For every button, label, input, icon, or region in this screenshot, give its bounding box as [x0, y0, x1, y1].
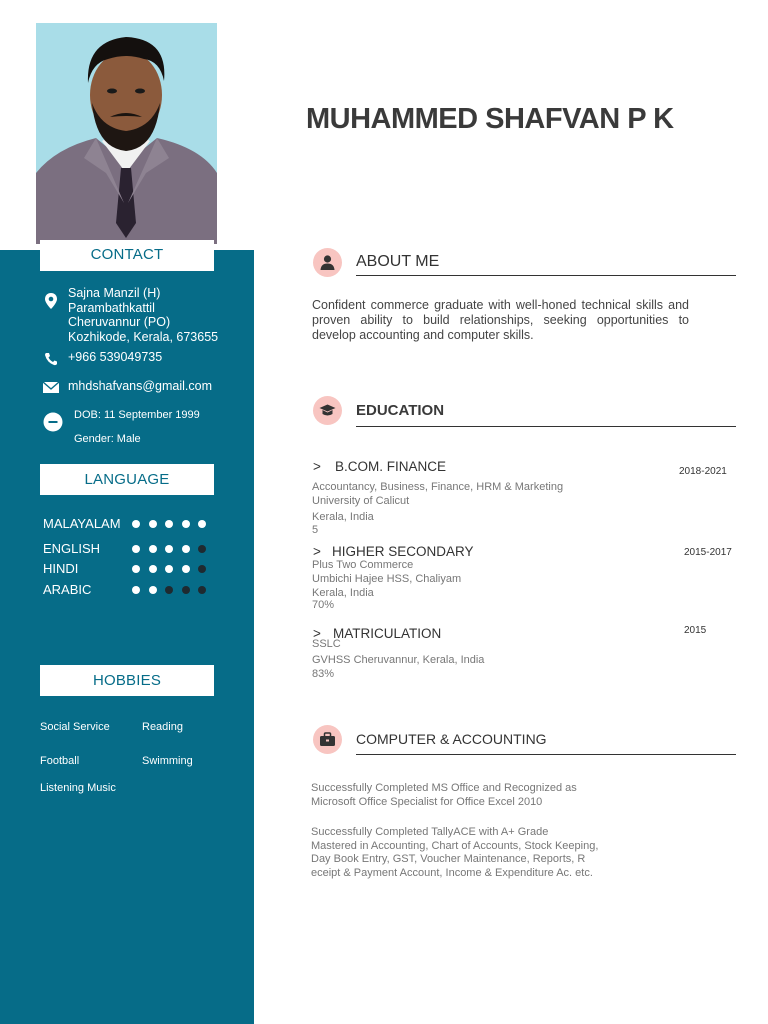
computer-line: eceipt & Payment Account, Income & Expenditure Ac. etc.: [311, 866, 593, 879]
language-name: MALAYALAM: [43, 516, 121, 531]
level-dot: [182, 545, 190, 553]
computer-line: Successfully Completed MS Office and Recognized as: [311, 782, 577, 794]
education-year: 2015-2017: [684, 547, 732, 558]
location-pin-icon: [42, 292, 60, 310]
person-icon: [313, 248, 342, 277]
level-dot: [132, 520, 140, 528]
level-dot: [182, 520, 190, 528]
level-dot: [198, 565, 206, 573]
education-heading: EDUCATION: [356, 402, 445, 419]
hobbies-heading: HOBBIES: [40, 665, 214, 696]
date-of-birth: DOB: 11 September 1999: [74, 409, 200, 421]
education-detail: Accountancy, Business, Finance, HRM & Marketing: [312, 481, 564, 493]
about-heading: ABOUT ME: [356, 253, 440, 270]
minus-circle-icon: [43, 412, 63, 432]
education-detail: Umbichi Hajee HSS, Chaliyam: [312, 573, 462, 585]
education-detail: Kerala, India: [312, 587, 374, 599]
level-dot: [149, 586, 157, 594]
education-detail: Kerala, India: [312, 511, 374, 523]
about-divider: [356, 275, 736, 276]
computer-line: Day Book Entry, GST, Voucher Maintenance, Reports, R: [311, 853, 586, 866]
language-name: HINDI: [43, 561, 79, 576]
level-dot: [165, 565, 173, 573]
email-icon: [42, 378, 60, 396]
computer-line: Successfully Completed TallyACE with A+ Grade: [311, 826, 549, 838]
address: [68, 286, 218, 344]
language-row: [43, 541, 223, 559]
degree-name: B.COM. FINANCE: [335, 459, 447, 474]
hobby-item: Social Service: [40, 721, 110, 733]
hobby-item: Listening Music: [40, 782, 116, 794]
contact-heading: CONTACT: [40, 240, 214, 271]
phone-number[interactable]: +966 539049735: [68, 350, 163, 364]
education-detail: 5: [312, 524, 319, 536]
hobby-item: Reading: [142, 721, 183, 733]
briefcase-icon: [313, 725, 342, 754]
level-dot: [132, 586, 140, 594]
computer-paragraph: [311, 782, 641, 809]
computer-paragraph: [311, 826, 641, 880]
level-dot: [149, 545, 157, 553]
education-year: 2015: [684, 625, 707, 636]
graduation-cap-icon: [313, 396, 342, 425]
level-dot: [149, 565, 157, 573]
language-name: ARABIC: [43, 582, 92, 597]
gender: Gender: Male: [74, 433, 141, 445]
education-detail: 70%: [312, 599, 335, 611]
level-dot: [182, 586, 190, 594]
education-detail: Plus Two Commerce: [312, 559, 414, 571]
about-text: Confident commerce graduate with well-honed technical skills and proven ability to build relationships, seeking opportunities to develop accounting and computer skills.: [312, 298, 689, 342]
education-degree: [313, 459, 446, 474]
hobby-item: Football: [40, 755, 80, 767]
address-line: Cheruvannur (PO): [68, 315, 171, 329]
education-detail: SSLC: [312, 638, 341, 650]
level-dot: [182, 565, 190, 573]
level-dot: [198, 520, 206, 528]
language-row: [43, 561, 223, 579]
computer-line: Microsoft Office Specialist for Office Excel 2010: [311, 795, 543, 808]
arrow-marker: >: [313, 626, 321, 641]
email-address[interactable]: mhdshafvans@gmail.com: [68, 379, 212, 393]
level-dot: [165, 545, 173, 553]
level-dot: [149, 520, 157, 528]
degree-name: HIGHER SECONDARY: [332, 544, 474, 559]
language-name: ENGLISH: [43, 541, 101, 556]
arrow-marker: >: [313, 459, 321, 474]
level-dot: [165, 586, 173, 594]
computer-line: Mastered in Accounting, Chart of Accounts, Stock Keeping,: [311, 839, 599, 852]
language-heading: LANGUAGE: [40, 464, 214, 495]
level-dot: [198, 586, 206, 594]
education-year: 2018-2021: [679, 466, 727, 477]
degree-name: MATRICULATION: [333, 626, 442, 641]
level-dot: [132, 565, 140, 573]
person-name: MUHAMMED SHAFVAN P K: [306, 103, 674, 135]
education-detail: 83%: [312, 668, 335, 680]
level-dot: [132, 545, 140, 553]
education-detail: University of Calicut: [312, 495, 410, 507]
computer-divider: [356, 754, 736, 755]
education-degree: [313, 544, 474, 559]
arrow-marker: >: [313, 544, 321, 559]
phone-icon: [42, 350, 60, 368]
address-line: Parambathkattil: [68, 300, 155, 315]
sidebar: [0, 250, 254, 1024]
hobby-item: Swimming: [142, 755, 193, 767]
level-dot: [198, 545, 206, 553]
address-line: Sajna Manzil (H): [68, 286, 161, 300]
language-row: [43, 582, 223, 600]
profile-photo: [36, 23, 217, 244]
language-row: [43, 516, 223, 534]
education-detail: GVHSS Cheruvannur, Kerala, India: [312, 654, 485, 666]
address-line: Kozhikode, Kerala, 673655: [68, 329, 219, 344]
computer-heading: COMPUTER & ACCOUNTING: [356, 731, 547, 747]
education-divider: [356, 426, 736, 427]
level-dot: [165, 520, 173, 528]
